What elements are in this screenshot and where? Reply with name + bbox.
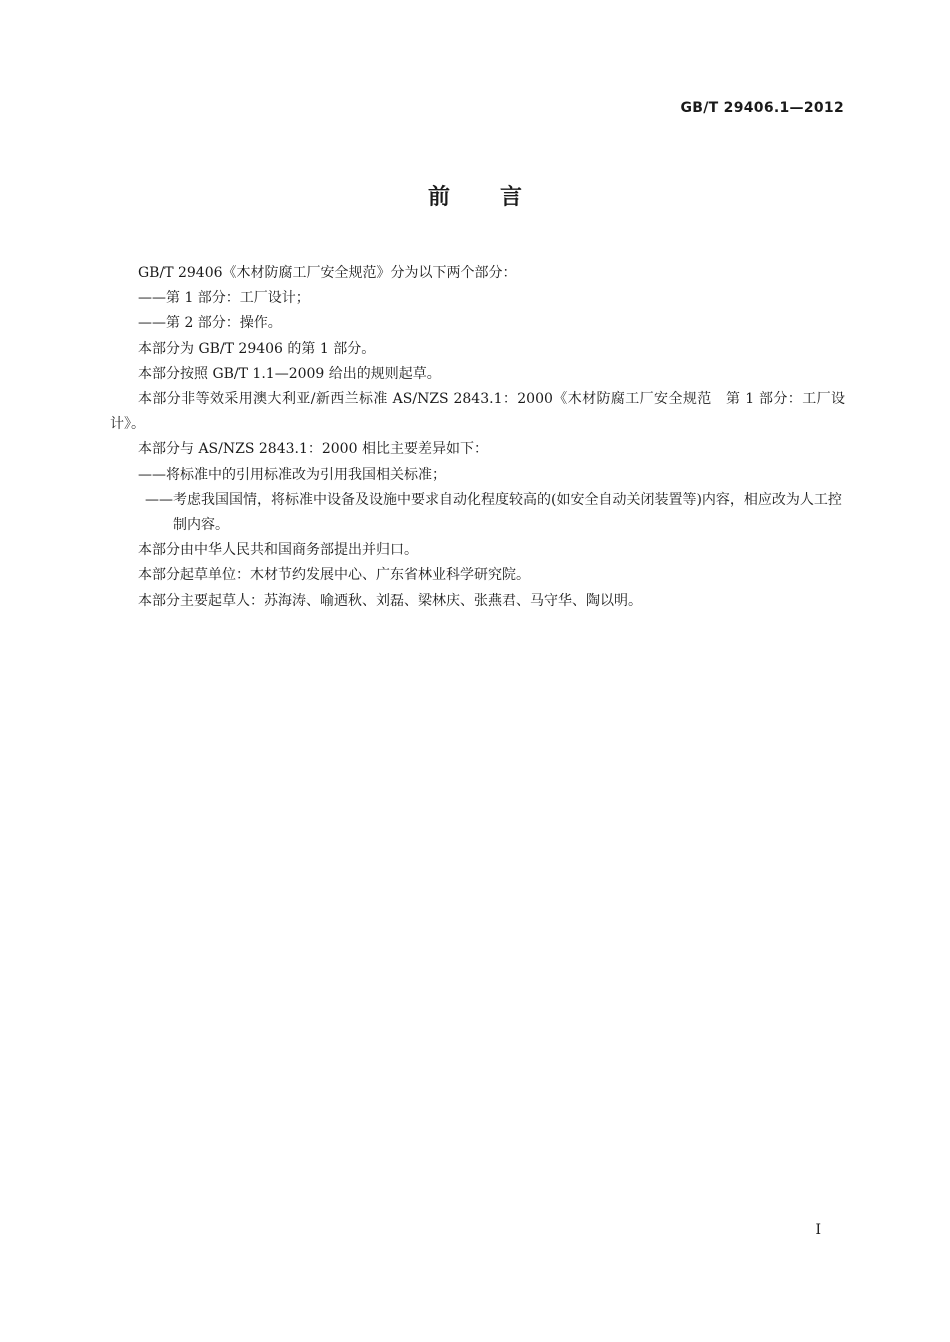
list-item: ——第 1 部分：工厂设计； <box>138 290 310 307</box>
paragraph: GB/T 29406《木材防腐工厂安全规范》分为以下两个部分： <box>138 265 517 281</box>
page-title: 前言 <box>427 185 572 210</box>
list-item: ——将标准中的引用标准改为引用我国相关标准； <box>138 466 446 483</box>
foreword-body <box>110 261 845 614</box>
page-number: I <box>815 1222 821 1238</box>
paragraph: 本部分由中华人民共和国商务部提出并归口。 <box>138 542 418 559</box>
paragraph: 本部分与 AS/NZS 2843.1：2000 相比主要差异如下： <box>138 441 488 458</box>
paragraph: 本部分按照 GB/T 1.1—2009 给出的规则起草。 <box>138 365 441 382</box>
standard-code: GB/T 29406.1—2012 <box>680 100 844 116</box>
list-item: ——考虑我国国情，将标准中设备及设施中要求自动化程度较高的(如安全自动关闭装置等)内容，相应改为人工控制内容。 <box>145 491 842 534</box>
paragraph: 本部分主要起草人：苏海涛、喻迺秋、刘磊、梁林庆、张燕君、马守华、陶以明。 <box>138 592 642 609</box>
paragraph: 本部分非等效采用澳大利亚/新西兰标准 AS/NZS 2843.1：2000《木材防腐工厂安全规范 第 1 部分：工厂设计》。 <box>110 391 845 433</box>
paragraph: 本部分为 GB/T 29406 的第 1 部分。 <box>138 340 376 357</box>
paragraph: 本部分起草单位：木材节约发展中心、广东省林业科学研究院。 <box>138 567 530 584</box>
list-item: ——第 2 部分：操作。 <box>138 315 282 332</box>
